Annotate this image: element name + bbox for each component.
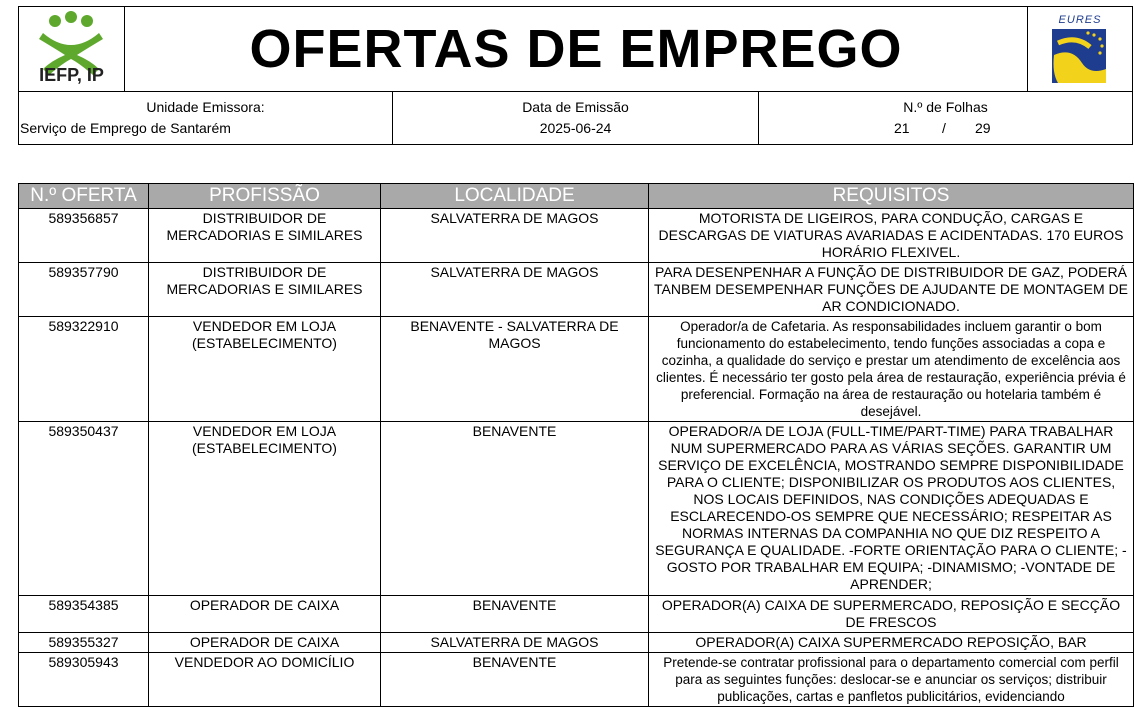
document-header: [18, 6, 1133, 145]
job-offers-table: [18, 183, 1134, 707]
table-row: [19, 263, 1134, 317]
table-row: [19, 653, 1134, 707]
column-header-offer-number: N.º OFERTA: [19, 184, 149, 209]
offer-requirements: Operador/a de Cafetaria. As responsabilidades incluem garantir o bom funcionamento do estabelecimento, tendo funções associadas a copa e cozinha, a qualidade do serviço e prestar um atendimento de excelência aos clientes. É necessário ter gosto pela área de restauração, experiência prévia é preferencial. Formação na área de restauração ou hotelaria também é desejável.: [649, 317, 1134, 422]
offer-number: 589350437: [19, 422, 149, 596]
eures-logo-text: EURES: [1058, 14, 1102, 26]
offer-requirements: OPERADOR(A) CAIXA DE SUPERMERCADO, REPOSIÇÃO E SECÇÃO DE FRESCOS: [649, 596, 1134, 633]
offer-requirements: MOTORISTA DE LIGEIROS, PARA CONDUÇÃO, CARGAS E DESCARGAS DE VIATURAS AVARIADAS E ACIDENTADAS. 170 EUROS HORÁRIO FLEXIVEL.: [649, 209, 1134, 263]
offer-profession: VENDEDOR EM LOJA (ESTABELECIMENTO): [149, 422, 381, 596]
offer-number: 589355327: [19, 633, 149, 653]
offer-location: BENAVENTE: [381, 422, 649, 596]
issue-date-label: Data de Emissão: [522, 99, 629, 115]
offer-number: 589322910: [19, 317, 149, 422]
issue-date-value: 2025-06-24: [539, 120, 612, 136]
page-separator: /: [942, 120, 946, 136]
issue-date-cell: [392, 91, 759, 145]
table-header-row: [19, 184, 1134, 209]
page-count-label: N.º de Folhas: [903, 99, 988, 115]
offer-requirements: OPERADOR/A DE LOJA (FULL-TIME/PART-TIME) PARA TRABALHAR NUM SUPERMERCADO PARA AS VÁRIAS SEÇÕES. GARANTIR UM SERVIÇO DE EXCELÊNCIA, MOSTRANDO SEMPRE DISPONIBILIDADE PARA O CLIENTE; DISPONIBILIZAR OS PRODUTOS AOS CLIENTES, NOS LOCAIS DEFINIDOS, NAS CONDIÇÕES ADEQUADAS E ESCLARECENDO-OS SEMPRE QUE NECESSÁRIO; RESPEITAR AS NORMAS INTERNAS DA COMPANHIA NO QUE DIZ RESPEITO A SEGURANÇA E QUALIDADE. -FORTE ORIENTAÇÃO PARA O CLIENTE; -GOSTO POR TRABALHAR EM EQUIPA; -DINAMISMO; -VONTADE DE APRENDER;: [649, 422, 1134, 596]
page-title: OFERTAS DE EMPREGO: [249, 19, 903, 79]
offer-requirements: OPERADOR(A) CAIXA SUPERMERCADO REPOSIÇÃO, BAR: [649, 633, 1134, 653]
offer-number: 589305943: [19, 653, 149, 707]
issuer-value: Serviço de Emprego de Santarém: [20, 120, 231, 136]
page-current: 21: [894, 120, 910, 136]
offer-profession: DISTRIBUIDOR DE MERCADORIAS E SIMILARES: [149, 263, 381, 317]
offer-number: 589357790: [19, 263, 149, 317]
offer-profession: DISTRIBUIDOR DE MERCADORIAS E SIMILARES: [149, 209, 381, 263]
page-title-box: [124, 6, 1028, 92]
issuer-cell: [18, 91, 393, 145]
iefp-logo: [18, 6, 125, 92]
offer-requirements: PARA DESENPENHAR A FUNÇÃO DE DISTRIBUIDOR DE GAZ, PODERÁ TANBEM DESEMPENHAR FUNÇÕES DE AJUDANTE DE MONTAGEM DE AR CONDICIONADO.: [649, 263, 1134, 317]
column-header-profession: PROFISSÃO: [149, 184, 381, 209]
offer-location: BENAVENTE: [381, 596, 649, 633]
offer-profession: VENDEDOR EM LOJA (ESTABELECIMENTO): [149, 317, 381, 422]
offer-profession: VENDEDOR AO DOMICÍLIO: [149, 653, 381, 707]
table-row: [19, 209, 1134, 263]
page-count-cell: [758, 91, 1133, 145]
offer-location: SALVATERRA DE MAGOS: [381, 633, 649, 653]
offer-location: BENAVENTE - SALVATERRA DE MAGOS: [381, 317, 649, 422]
offer-requirements: Pretende-se contratar profissional para o departamento comercial com perfil para as seguintes funções: deslocar-se e anunciar os serviços; distribuir publicações, cartas e panfletos publicitários, evidenciando: [649, 653, 1134, 707]
column-header-requirements: REQUISITOS: [649, 184, 1134, 209]
table-row: [19, 422, 1134, 596]
offer-profession: OPERADOR DE CAIXA: [149, 596, 381, 633]
offer-number: 589356857: [19, 209, 149, 263]
table-row: [19, 633, 1134, 653]
column-header-location: LOCALIDADE: [381, 184, 649, 209]
page-total: 29: [975, 120, 991, 136]
table-row: [19, 317, 1134, 422]
iefp-logo-text: IEFP, IP: [39, 65, 104, 85]
offer-location: SALVATERRA DE MAGOS: [381, 209, 649, 263]
offer-location: BENAVENTE: [381, 653, 649, 707]
table-row: [19, 596, 1134, 633]
eures-logo: [1027, 6, 1133, 92]
offer-location: SALVATERRA DE MAGOS: [381, 263, 649, 317]
issuer-label: Unidade Emissora:: [146, 99, 265, 115]
offer-profession: OPERADOR DE CAIXA: [149, 633, 381, 653]
offer-number: 589354385: [19, 596, 149, 633]
